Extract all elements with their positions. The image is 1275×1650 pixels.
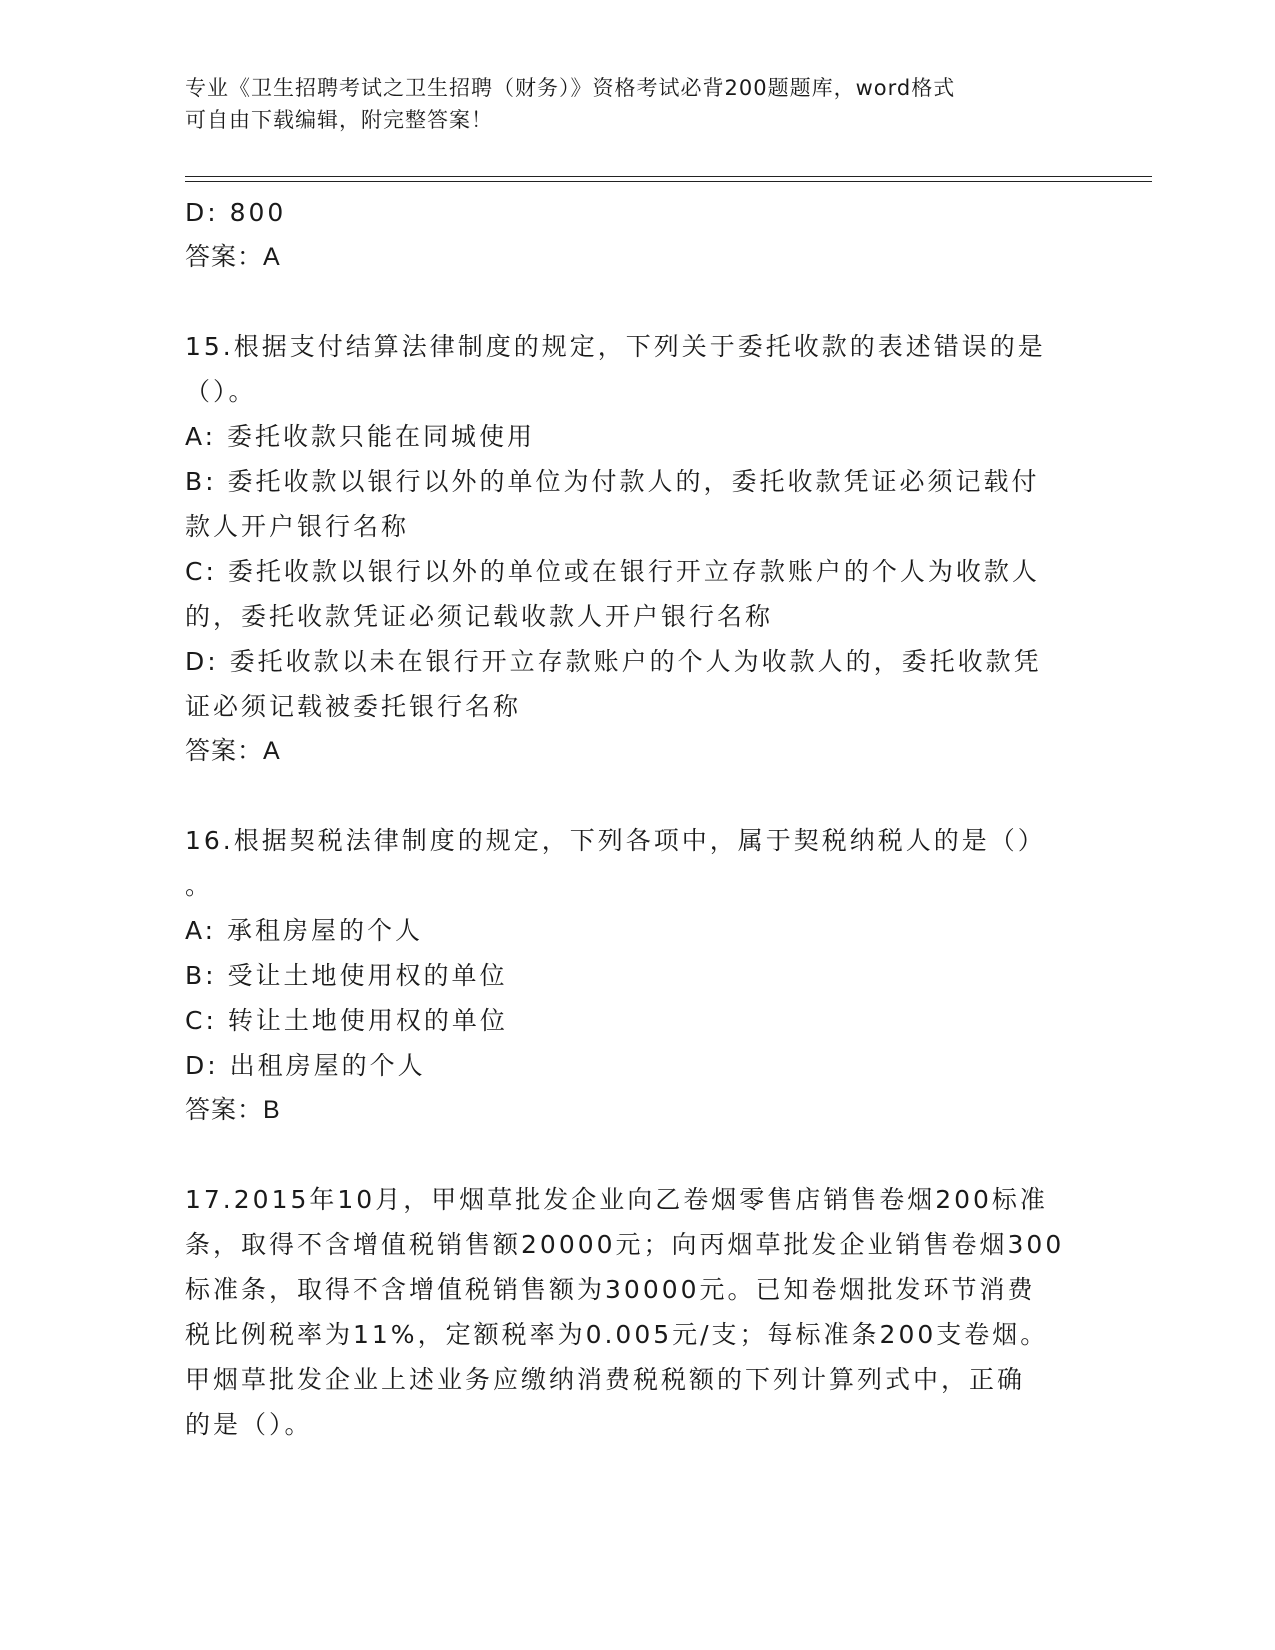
q17-line-4: 税比例税率为11%，定额税率为0.005元/支；每标准条200支卷烟。: [185, 1320, 1049, 1349]
q16-option-a: A: 承租房屋的个人: [185, 916, 424, 945]
document-body: [185, 190, 1085, 1447]
q15-stem-line-2: （）。: [185, 377, 257, 406]
q17-line-3: 标准条，取得不含增值税销售额为30000元。已知卷烟批发环节消费: [185, 1275, 1036, 1304]
q17-line-6: 的是（）。: [185, 1410, 313, 1439]
q15-answer: 答案：A: [185, 737, 281, 765]
spacer: [185, 774, 1085, 818]
header-divider-top: [185, 176, 1152, 177]
q16-stem-line-2: 。: [185, 871, 214, 900]
q16-option-b: B: 受让土地使用权的单位: [185, 961, 508, 990]
q16-option-c: C: 转让土地使用权的单位: [185, 1006, 508, 1035]
question-17: [185, 1177, 1085, 1447]
spacer: [185, 280, 1085, 324]
q17-line-2: 条，取得不含增值税销售额20000元；向丙烟草批发企业销售卷烟300: [185, 1230, 1065, 1259]
question-15: [185, 324, 1085, 774]
q16-option-d: D: 出租房屋的个人: [185, 1051, 426, 1080]
q17-line-1: 17.2015年10月，甲烟草批发企业向乙卷烟零售店销售卷烟200标准: [185, 1185, 1048, 1214]
q15-option-b-line-1: B: 委托收款以银行以外的单位为付款人的，委托收款凭证必须记载付: [185, 467, 1040, 496]
q15-option-d-line-2: 证必须记载被委托银行名称: [185, 692, 522, 721]
prev-answer: 答案：A: [185, 243, 281, 271]
header-divider-bottom: [185, 181, 1152, 182]
q16-answer: 答案：B: [185, 1096, 281, 1124]
spacer: [185, 1133, 1085, 1177]
q16-stem-line-1: 16.根据契税法律制度的规定，下列各项中，属于契税纳税人的是（）: [185, 826, 1046, 855]
q15-option-d-line-1: D: 委托收款以未在银行开立存款账户的个人为收款人的，委托收款凭: [185, 647, 1042, 676]
header-line-1: 专业《卫生招聘考试之卫生招聘（财务）》资格考试必背200题题库，word格式: [185, 76, 956, 100]
q15-option-b-line-2: 款人开户银行名称: [185, 512, 410, 541]
q15-option-c-line-2: 的，委托收款凭证必须记载收款人开户银行名称: [185, 602, 774, 631]
header-line-2: 可自由下载编辑，附完整答案！: [185, 108, 493, 132]
prev-option-d: D: 800: [185, 198, 287, 227]
q15-option-c-line-1: C: 委托收款以银行以外的单位或在银行开立存款账户的个人为收款人: [185, 557, 1040, 586]
q15-option-a: A: 委托收款只能在同城使用: [185, 422, 536, 451]
page-header: [185, 72, 1065, 136]
q17-line-5: 甲烟草批发企业上述业务应缴纳消费税税额的下列计算列式中，正确: [185, 1365, 1026, 1394]
q15-stem-line-1: 15.根据支付结算法律制度的规定，下列关于委托收款的表述错误的是: [185, 332, 1046, 361]
question-16: [185, 818, 1085, 1133]
